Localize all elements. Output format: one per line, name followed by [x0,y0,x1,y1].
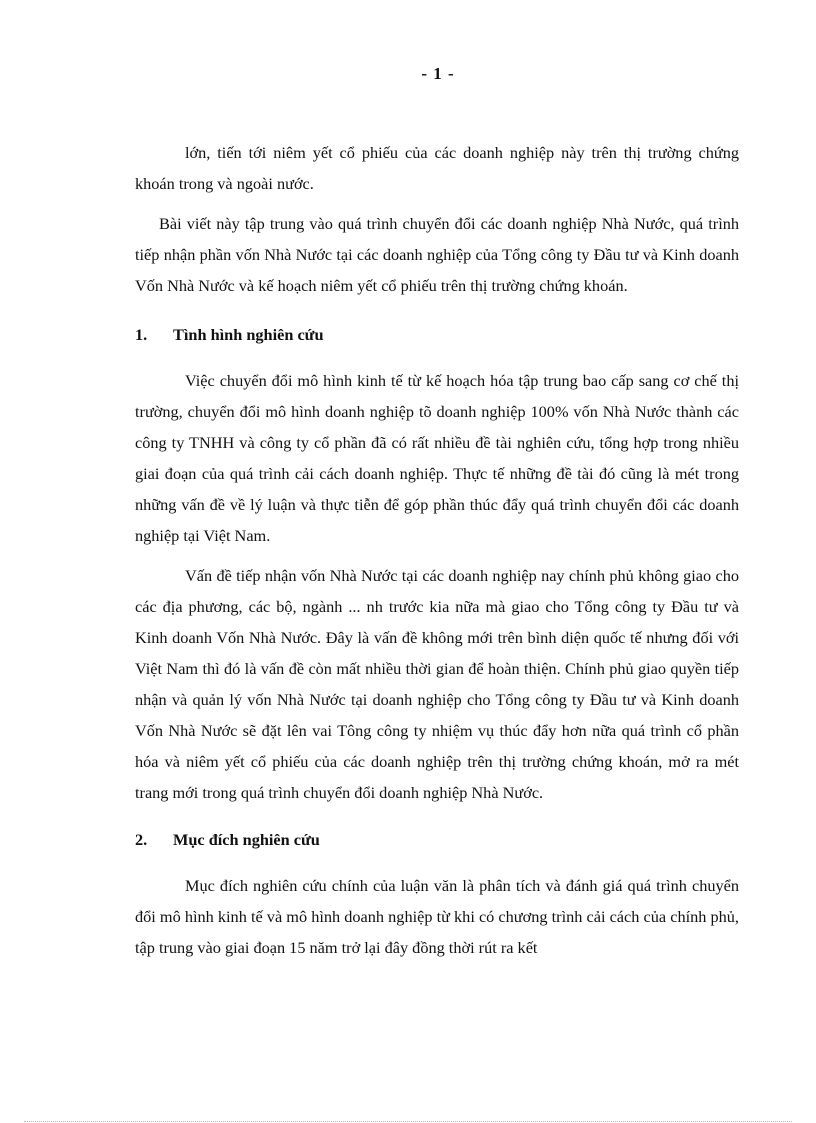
section-title: Tình hình nghiên cứu [173,325,324,344]
paragraph-continuation: lớn, tiến tới niêm yết cổ phiếu của các doanh nghiệp này trên thị trường chứng khoán trong và ngoài nước. [135,143,739,193]
section-heading-1 [135,319,739,350]
paragraph-capital-transfer: Vấn đề tiếp nhận vốn Nhà Nước tại các doanh nghiệp nay chính phủ không giao cho các địa phương, các bộ, ngành ... nh trước kia nữa mà giao cho Tổng công ty Đầu tư và Kinh doanh Vốn Nhà Nước. Đây là vấn đề không mới trên bình diện quốc tế nhưng đối với Việt Nam thì đó là vấn đề còn mất nhiều thời gian để hoàn thiện. Chính phủ giao quyền tiếp nhận và quản lý vốn Nhà Nước tại doanh nghiệp cho Tổng công ty Đầu tư và Kinh doanh Vốn Nhà Nước sẽ đặt lên vai Tông công ty nhiệm vụ thúc đẩy hơn nữa quá trình cổ phần hóa và niêm yết cổ phiếu của các doanh nghiệp trên thị trường chứng khoán, mở ra mét trang mới trong quá trình chuyển đổi doanh nghiệp Nhà Nước. [135,566,739,802]
section-title: Mục đích nghiên cứu [173,830,320,849]
document-body [135,137,739,972]
paragraph-research-purpose: Mục đích nghiên cứu chính của luận văn là phân tích và đánh giá quá trình chuyển đổi mô hình kinh tế và mô hình doanh nghiệp từ khi có chương trình cải cách của chính phủ, tập trung vào giai đoạn 15 năm trở lại đây đồng thời rút ra kết [135,876,739,957]
section-number: 2. [135,830,148,849]
page-number: - 1 - [421,64,455,83]
page-bottom-divider [24,1121,792,1122]
section-heading-2 [135,824,739,855]
section-number: 1. [135,325,148,344]
paragraph-research-status: Việc chuyển đổi mô hình kinh tế từ kế hoạch hóa tập trung bao cấp sang cơ chế thị trường, chuyển đổi mô hình doanh nghiệp tõ doanh nghiệp 100% vốn Nhà Nước thành các công ty TNHH và công ty cổ phần đã có rất nhiều đề tài nghiên cứu, tổng hợp trong nhiều giai đoạn của quá trình cải cách doanh nghiệp. Thực tế những đề tài đó cũng là mét trong những vấn đề về lý luận và thực tiễn để góp phần thúc đẩy quá trình chuyển đổi các doanh nghiệp tại Việt Nam. [135,371,739,545]
paragraph-intro: Bài viết này tập trung vào quá trình chuyển đổi các doanh nghiệp Nhà Nước, quá trình tiếp nhận phần vốn Nhà Nước tại các doanh nghiệp của Tổng công ty Đầu tư và Kinh doanh Vốn Nhà Nước và kế hoạch niêm yết cổ phiếu trên thị trường chứng khoán. [135,214,739,295]
